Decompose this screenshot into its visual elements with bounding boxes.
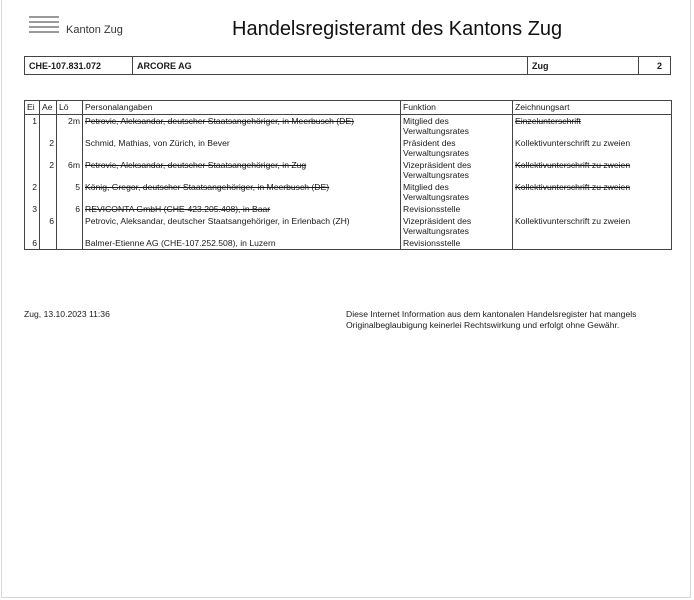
table-row: [25, 203, 672, 215]
canton-name: Kanton Zug: [66, 24, 123, 36]
table-row: [25, 181, 672, 203]
cell-ei: [25, 159, 40, 181]
cell-function: Mitglied des Verwaltungsrates: [401, 115, 513, 138]
register-table: [24, 100, 672, 250]
page-border: [1, 0, 691, 598]
cell-person: König, Gregor, deutscher Staatsangehöriger, in Meerbusch (DE): [83, 181, 401, 203]
cell-signature: Kollektivunterschrift zu zweien: [513, 181, 672, 203]
cell-function: Präsident des Verwaltungsrates: [401, 137, 513, 159]
header-lo: Lö: [57, 101, 83, 115]
cell-function: Vizepräsident des Verwaltungsrates: [401, 215, 513, 237]
cell-ae: 2: [40, 137, 57, 159]
cell-lo: 6m: [57, 159, 83, 181]
table-row: [25, 215, 672, 237]
footer-disclaimer: Diese Internet Information aus dem kantonalen Handelsregister hat mangels Originalbeglaubigung keinerlei Rechtswirkung und erfolgt ohne Gewähr.: [346, 309, 637, 330]
cell-person: REVICONTA GmbH (CHE-423.205.408), in Baar: [83, 203, 401, 215]
header-ae: Ae: [40, 101, 57, 115]
table-row: [25, 159, 672, 181]
header-ei: Ei: [25, 101, 40, 115]
table-row: [25, 237, 672, 250]
cell-ei: 3: [25, 203, 40, 215]
cell-lo: 5: [57, 181, 83, 203]
cell-signature: Kollektivunterschrift zu zweien: [513, 159, 672, 181]
cell-person: Schmid, Mathias, von Zürich, in Bever: [83, 137, 401, 159]
cell-ae: [40, 203, 57, 215]
company-uid: CHE-107.831.072: [25, 57, 133, 74]
cell-signature: Einzelunterschrift: [513, 115, 672, 138]
cell-ei: [25, 137, 40, 159]
cell-ae: 2: [40, 159, 57, 181]
cell-lo: [57, 237, 83, 250]
header-signature: Zeichnungsart: [513, 101, 672, 115]
cell-lo: 2m: [57, 115, 83, 138]
company-seat: Zug: [528, 57, 639, 74]
cell-lo: [57, 215, 83, 237]
cell-ei: [25, 215, 40, 237]
cell-lo: 6: [57, 203, 83, 215]
cell-ei: 1: [25, 115, 40, 138]
cell-ae: [40, 115, 57, 138]
company-id-bar: [24, 56, 671, 75]
page-title: Handelsregisteramt des Kantons Zug: [232, 18, 563, 40]
cell-signature: Kollektivunterschrift zu zweien: [513, 215, 672, 237]
cell-signature: [513, 237, 672, 250]
cell-function: Mitglied des Verwaltungsrates: [401, 181, 513, 203]
cell-function: Vizepräsident des Verwaltungsrates: [401, 159, 513, 181]
cell-person: Petrovic, Aleksandar, deutscher Staatsangehöriger, in Erlenbach (ZH): [83, 215, 401, 237]
table-header-row: [25, 101, 672, 115]
header-person: Personalangaben: [83, 101, 401, 115]
table-row: [25, 115, 672, 138]
cell-function: Revisionsstelle: [401, 203, 513, 215]
cell-signature: [513, 203, 672, 215]
cell-function: Revisionsstelle: [401, 237, 513, 250]
footer-date: Zug, 13.10.2023 11:36: [24, 309, 110, 319]
cell-person: Petrovic, Aleksandar, deutscher Staatsangehöriger, in Meerbusch (DE): [83, 115, 401, 138]
company-name: ARCORE AG: [133, 57, 528, 74]
cell-ei: 6: [25, 237, 40, 250]
cell-signature: Kollektivunterschrift zu zweien: [513, 137, 672, 159]
canton-logo-icon: [29, 16, 59, 40]
table-row: [25, 137, 672, 159]
cell-ei: 2: [25, 181, 40, 203]
cell-ae: [40, 237, 57, 250]
cell-ae: [40, 181, 57, 203]
page-number: 2: [656, 61, 662, 71]
cell-person: Petrovic, Aleksandar, deutscher Staatsangehöriger, in Zug: [83, 159, 401, 181]
cell-lo: [57, 137, 83, 159]
header-function: Funktion: [401, 101, 513, 115]
cell-person: Balmer-Etienne AG (CHE-107.252.508), in Luzern: [83, 237, 401, 250]
cell-ae: 6: [40, 215, 57, 237]
